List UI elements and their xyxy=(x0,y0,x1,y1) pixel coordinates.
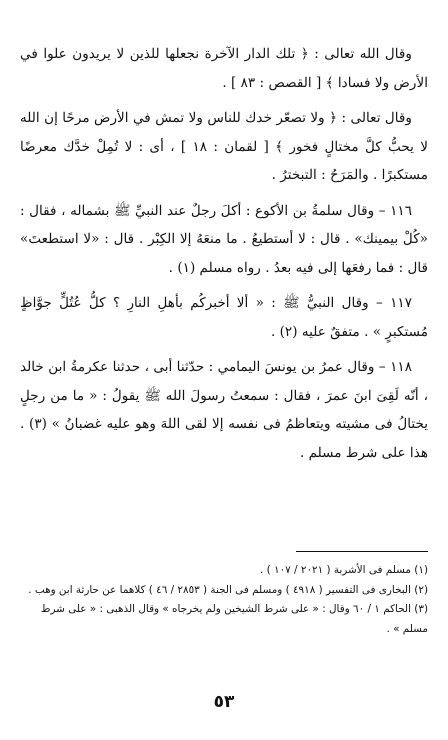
footnote-separator xyxy=(296,551,428,552)
main-text xyxy=(20,40,428,474)
hadith-117: ١١٧ – وقال النبيُّ ﷺ : « ألا أخبركُم بأهلِ النارِ ؟ كلُّ عُتُلٍّ جوَّاظٍ مُستكبرٍ » . متفقٌ عليه (٢) . xyxy=(20,295,428,340)
footnote-2: (٢) البخارى فى التفسير ( ٤٩١٨ ) ومسلم فى الجنة ( ٢٨٥٣ / ٤٦ ) كلاهما عن حارثة ابن وهب . xyxy=(28,583,428,596)
footnotes xyxy=(20,561,428,639)
paragraph-qasas-verse: وقال الله تعالى : ﴿ تلك الدار الآخرة نجعلها للذين لا يريدون علوا في الأرض ولا فسادا ﴾ [ القصص : ٨٣ ] . xyxy=(20,46,428,91)
paragraph-luqman-verse: وقال تعالى : ﴿ ولا تصعّر خدك للناس ولا تمش في الأرض مرحًا إن الله لا يحبُّ كلَّ مختالٍ فخور ﴾ [ لقمان : ١٨ ] ، أى : لا تُمِلْ خدَّك معرضًا مستكبرًا . والمَرَحُ : التبخترُ . xyxy=(20,110,428,183)
hadith-116: ١١٦ – وقال سلمةُ بن الأكوع : أكلَ رجلٌ عند النبيِّ ﷺ بشماله ، فقال : «كُلْ بيمينك» . قال : لا أستطيعُ . ما منعَهُ إلا الكِبْر . قال : «لا استطعتَ» قال : فما رفعَها إلى فيه بعدُ . رواه مسلم (١) . xyxy=(20,202,428,276)
footnote-3: (٣) الحاكم ١ / ٦٠ وقال : « على شرط الشيخين ولم يخرجاه » وقال الذهبى : « على شرط مسلم » . xyxy=(40,603,428,635)
footnote-1: (١) مسلم فى الأشربة ( ٢٠٢١ / ١٠٧ ) . xyxy=(260,564,428,576)
page-number: ٥٣ xyxy=(213,692,235,712)
hadith-118: ١١٨ – وقال عمرُ بن يونسَ اليمامي : حدّثنا أبى ، حدثنا عكرمةُ ابن خالد ، أنّه لَقِىَ ابنَ عمرَ ، فقال : سمعتُ رسولَ الله ﷺ يقولُ : « ما من رجلٍ يختالُ فى مشيته ويتعاظمُ فى نفسه إلا لقى اللهَ وهو عليه غضبانُ » (٣) . هذا على شرط مسلم . xyxy=(20,359,429,461)
